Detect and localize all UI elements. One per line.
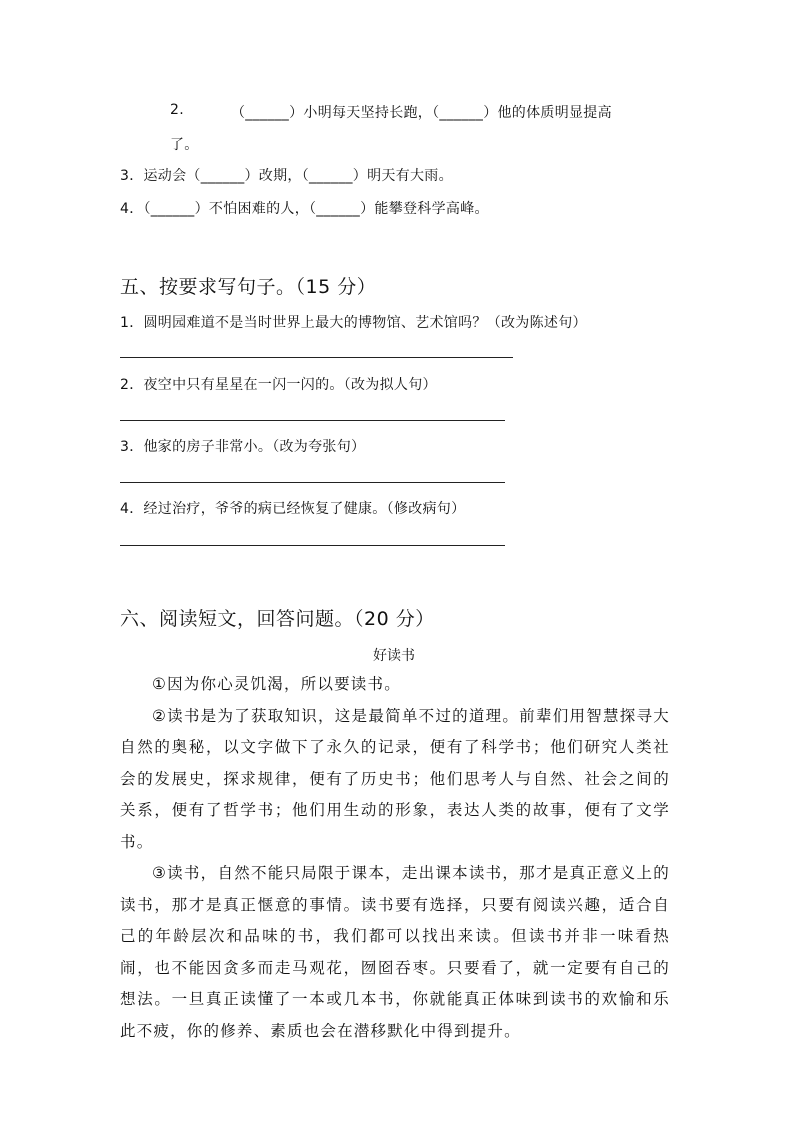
paragraph-1: ①因为你心灵饥渴，所以要读书。 (152, 675, 401, 693)
answer-line-4[interactable] (120, 545, 505, 546)
section5-question-2: 2．夜空中只有星星在一闪一闪的。（改为拟人句） (120, 377, 437, 393)
answer-line-3[interactable] (120, 482, 505, 483)
section5-question-1: 1．圆明园难道不是当时世界上最大的博物馆、艺术馆吗？（改为陈述句） (120, 315, 587, 331)
article-body (120, 669, 670, 1047)
item2-continuation: 了。 (170, 137, 199, 153)
item2-text: （______）小明每天坚持长跑，（______）他的体质明显提高 (231, 105, 612, 121)
answer-line-2[interactable] (120, 420, 505, 421)
article-title: 好读书 (373, 648, 415, 664)
section5-heading: 五、按要求写句子。（15 分） (120, 276, 377, 298)
section6-heading: 六、阅读短文，回答问题。（20 分） (120, 608, 435, 630)
item2-number: 2. (170, 102, 184, 118)
item3-text: 3．运动会（______）改期，（______）明天有大雨。 (120, 168, 453, 184)
section5-question-3: 3．他家的房子非常小。（改为夸张句） (120, 439, 366, 455)
paragraph-2: ②读书是为了获取知识，这是最简单不过的道理。前辈们用智慧探寻大自然的奥秘，以文字做下了永久的记录，便有了科学书；他们研究人类社会的发展史，探求规律，便有了历史书；他们思考人与自然、社会之间的关系，便有了哲学书；他们用生动的形象，表达人类的故事，便有了文学书。 (120, 706, 670, 851)
item4-text: 4．（______）不怕困难的人，（______）能攀登科学高峰。 (120, 201, 489, 217)
section5-question-4: 4．经过治疗，爷爷的病已经恢复了健康。（修改病句） (120, 501, 466, 517)
paragraph-3: ③读书，自然不能只局限于课本，走出课本读书，那才是真正意义上的读书，那才是真正惬意的事情。读书要有选择，只要有阅读兴趣，适合自己的年龄层次和品味的书，我们都可以找出来读。但读书并非一味看热闹，也不能因贪多而走马观花，囫囵吞枣。只要看了，就一定要有自己的想法。一旦真正读懂了一本或几本书，你就能真正体味到读书的欢愉和乐此不疲，你的修养、素质也会在潜移默化中得到提升。 (120, 864, 670, 1040)
answer-line-1[interactable] (120, 357, 513, 358)
